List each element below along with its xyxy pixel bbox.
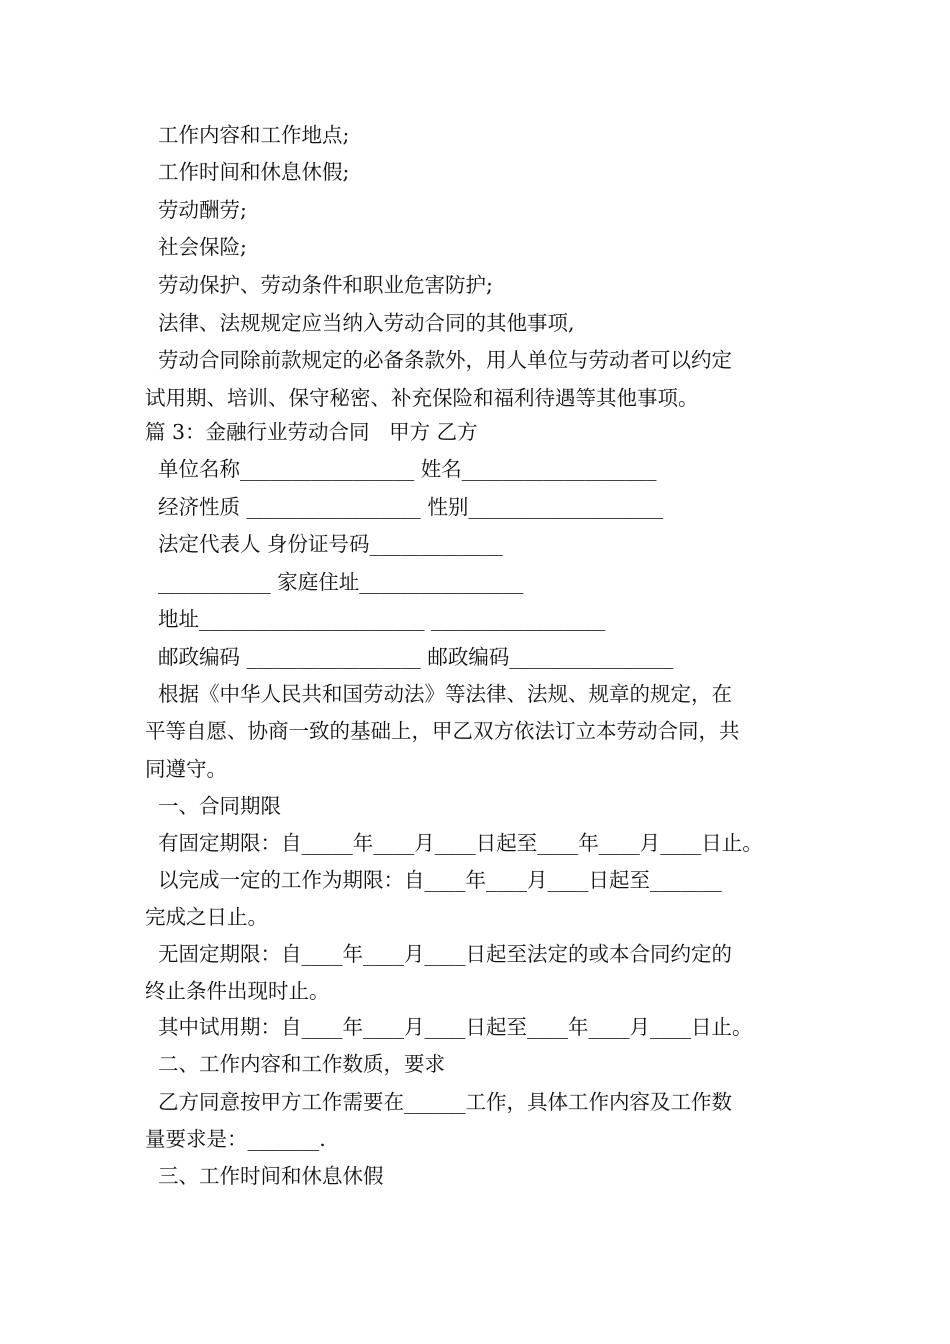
text-line: 完成之日止。: [145, 905, 268, 929]
clause-heading: 三、工作时间和休息休假: [145, 1164, 384, 1188]
clause-heading: 一、合同期限: [145, 794, 282, 818]
text-line: 无固定期限：自____年____月____日起至法定的或本合同约定的: [145, 942, 733, 966]
text-line: 工作时间和休息休假;: [145, 160, 350, 184]
text-line: 劳动保护、劳动条件和职业危害防护;: [145, 273, 493, 297]
form-field-line: 单位名称_________________ 姓名___________________: [145, 457, 657, 481]
text-line: 同遵守。: [145, 757, 227, 781]
form-field-line: 法定代表人 身份证号码_____________: [145, 532, 503, 556]
form-field-line: 邮政编码 _________________ 邮政编码________________: [145, 645, 674, 669]
form-field-line: 地址______________________ _________________: [145, 607, 606, 631]
text-line: 工作内容和工作地点;: [145, 123, 350, 147]
form-field-line: 经济性质 _________________ 性别___________________: [145, 495, 664, 519]
text-line: 平等自愿、协商一致的基础上，甲乙双方依法订立本劳动合同，共: [145, 719, 740, 743]
text-line: 乙方同意按甲方工作需要在______工作，具体工作内容及工作数: [145, 1090, 733, 1114]
text-line: 有固定期限：自_____年____月____日起至____年____月____日止。: [145, 831, 763, 855]
text-line: 法律、法规规定应当纳入劳动合同的其他事项,: [145, 311, 575, 335]
clause-heading: 二、工作内容和工作数质，要求: [145, 1052, 446, 1076]
section-heading: 篇 3：金融行业劳动合同 甲方 乙方: [145, 420, 478, 444]
form-field-line: ___________ 家庭住址________________: [145, 570, 524, 594]
text-line: 劳动合同除前款规定的必备条款外，用人单位与劳动者可以约定: [145, 348, 733, 372]
text-line: 劳动酬劳;: [145, 198, 247, 222]
text-line: 终止条件出现时止。: [145, 979, 330, 1003]
text-line: 社会保险;: [145, 235, 247, 259]
text-line: 试用期、培训、保守秘密、补充保险和福利待遇等其他事项。: [145, 386, 699, 410]
text-line: 其中试用期：自____年____月____日起至____年____月____日止。: [145, 1015, 753, 1039]
text-line: 量要求是：_______.: [145, 1127, 326, 1151]
text-line: 以完成一定的工作为期限：自____年____月____日起至_______: [145, 868, 722, 892]
text-line: 根据《中华人民共和国劳动法》等法律、法规、规章的规定，在: [145, 682, 733, 706]
